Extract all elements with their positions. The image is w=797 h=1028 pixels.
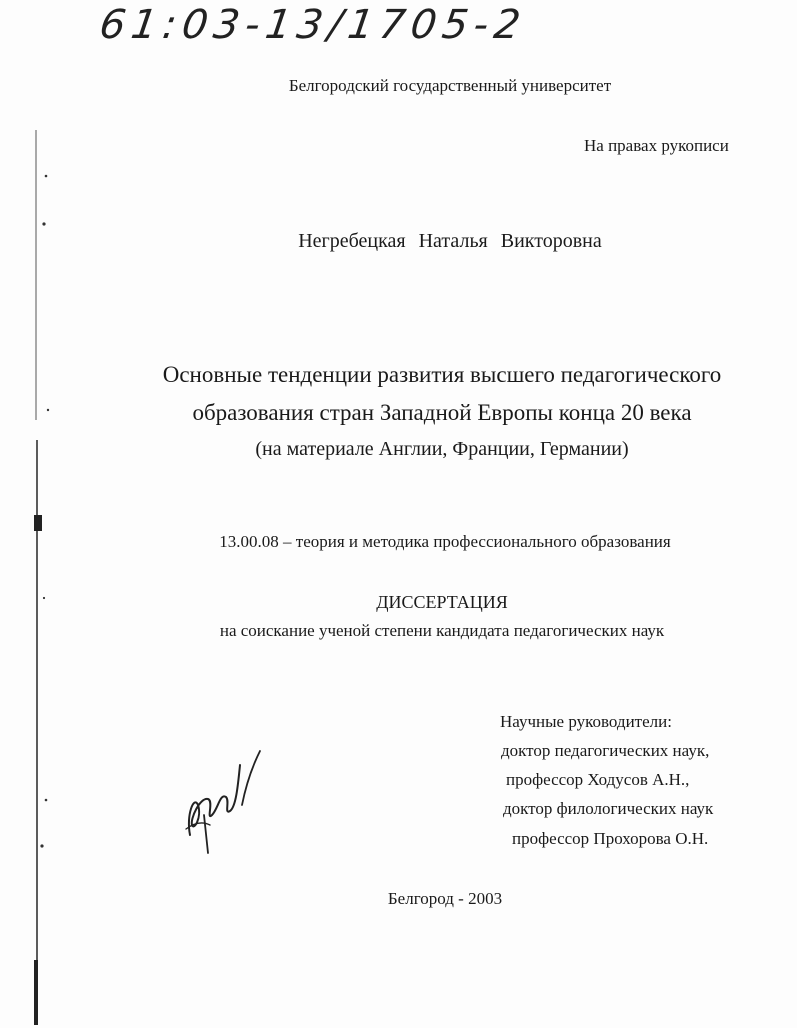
supervisors-heading: Научные руководители: [500, 712, 672, 731]
scan-margin-icon [28, 120, 58, 1025]
city-year: Белгород - 2003 [387, 889, 503, 908]
specialty-code: 13.00.08 – теория и методика профессионального образования [219, 532, 671, 551]
manuscript-rights: На правах рукописи [584, 136, 729, 155]
title-subtitle: (на материале Англии, Франции, Германии) [255, 438, 629, 460]
title-line-2: образования стран Западной Европы конца 20 века [192, 400, 692, 425]
degree-line: на соискание ученой степени кандидата педагогических наук [219, 621, 665, 640]
supervisor-line: доктор филологических наук [503, 799, 714, 818]
title-line-1: Основные тенденции развития высшего педагогического [162, 362, 722, 387]
document-type: ДИССЕРТАЦИЯ [376, 592, 508, 612]
signature-icon [180, 745, 280, 855]
author-name: Негребецкая Наталья Викторовна [298, 230, 602, 252]
supervisor-line: доктор педагогических наук, [501, 741, 710, 760]
supervisor-line: профессор Прохорова О.Н. [512, 829, 709, 848]
university-name: Белгородский государственный университет [288, 76, 612, 95]
archive-code: 61:03-13/1705-2 [96, 2, 529, 48]
supervisor-line: профессор Ходусов А.Н., [506, 770, 690, 789]
